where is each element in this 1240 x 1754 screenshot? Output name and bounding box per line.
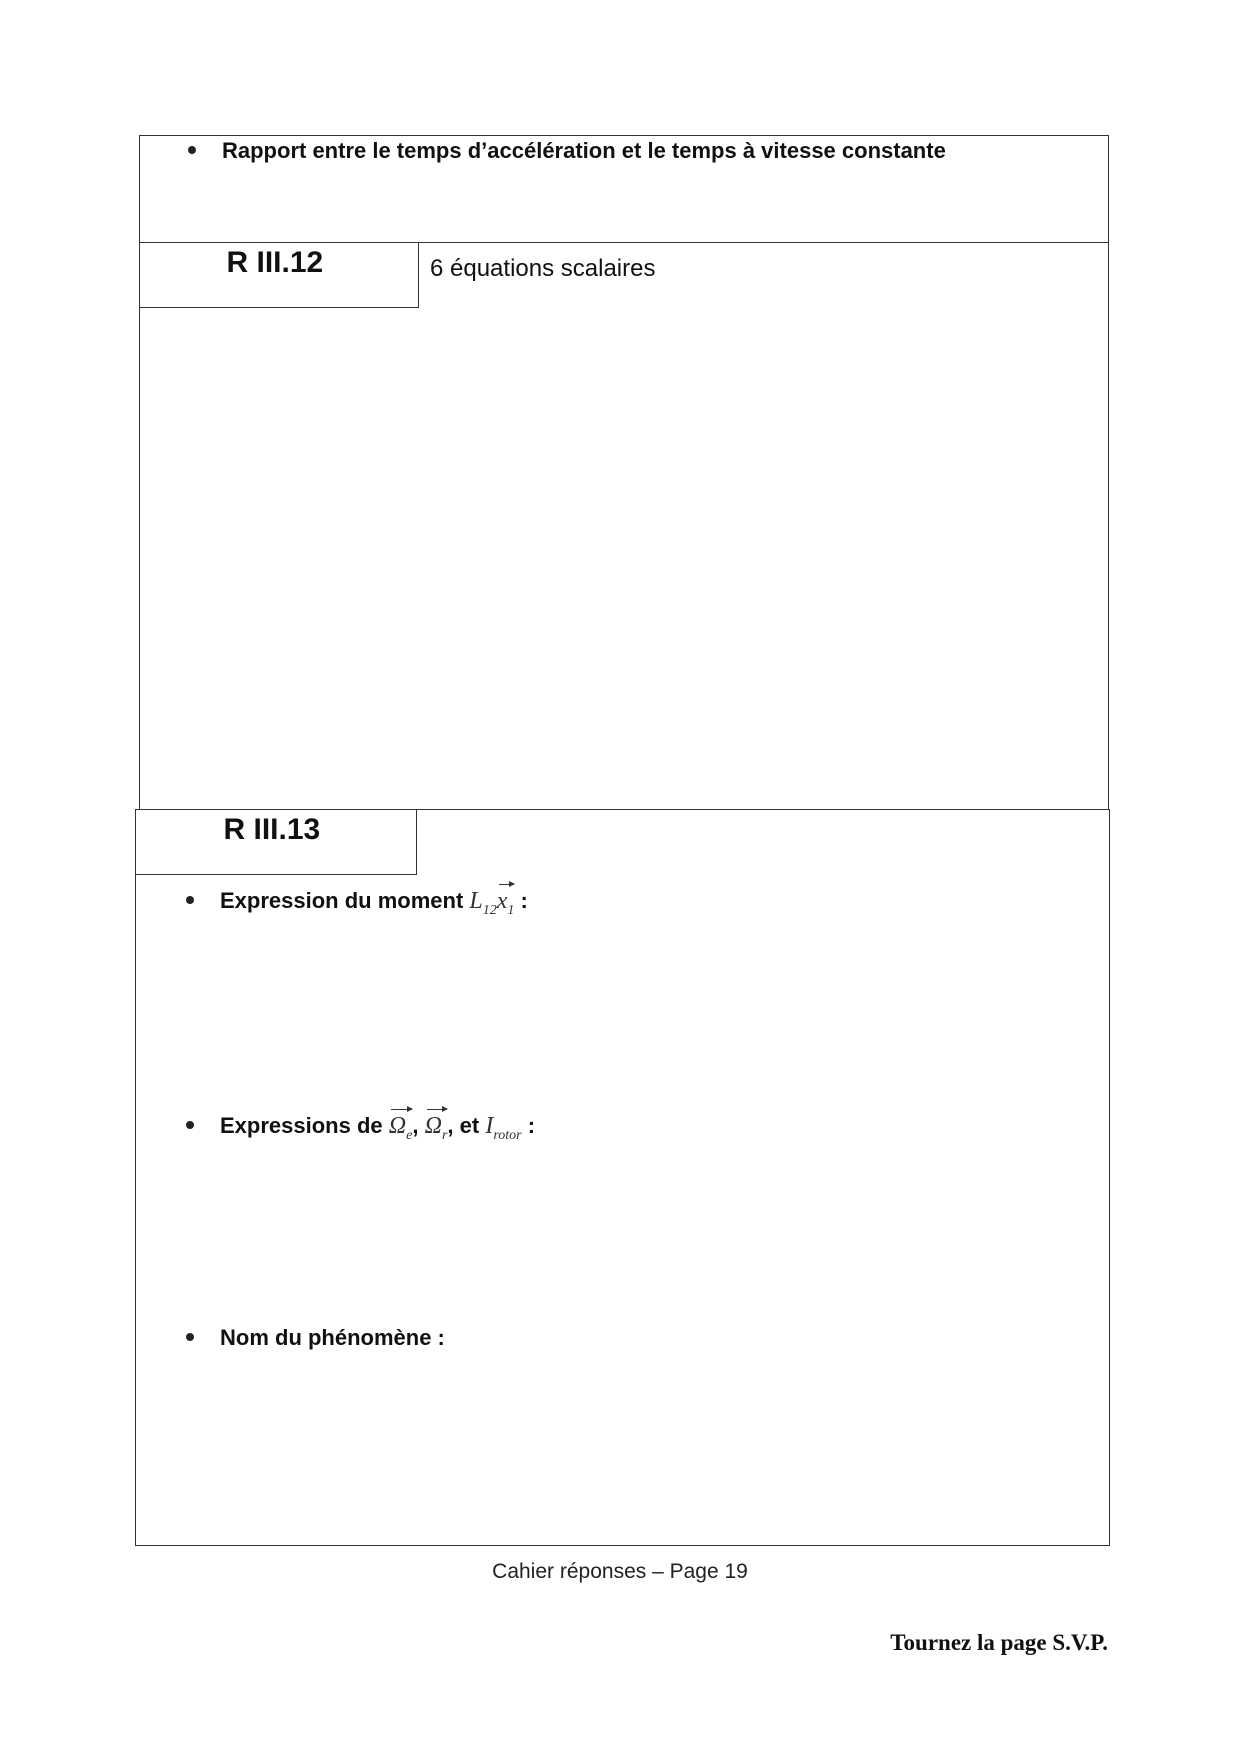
i-rotor-formula: $I_{rotor}$ bbox=[485, 1113, 522, 1143]
label-box-r3-13 bbox=[135, 809, 417, 875]
bullet-expressions-text: Expressions de bbox=[220, 1113, 383, 1138]
bullet-expressions: Expressions de $\Omega_e$, $\Omega_r$, et $I_{rotor}$ : bbox=[186, 1107, 535, 1144]
bullet-moment-text: Expression du moment bbox=[220, 888, 464, 913]
bullet-dot bbox=[186, 896, 194, 904]
turn-page-note: Tournez la page S.V.P. bbox=[890, 1630, 1108, 1655]
bullet-dot bbox=[186, 1121, 194, 1129]
colon: : bbox=[520, 888, 528, 913]
r3-12-text: 6 équations scalaires bbox=[430, 255, 656, 282]
bullet-rapport bbox=[188, 138, 946, 164]
section-r3-13 bbox=[135, 809, 1110, 1546]
bullet-dot bbox=[186, 1333, 194, 1341]
bullet-dot bbox=[188, 146, 196, 154]
label-box-r3-12 bbox=[139, 242, 419, 308]
omega-e-formula: $\Omega_e$ bbox=[389, 1107, 413, 1144]
section-r3-12 bbox=[139, 242, 1109, 810]
colon: : bbox=[527, 1113, 536, 1138]
page-footer: Cahier réponses – Page 19 bbox=[492, 1560, 748, 1583]
bullet-moment bbox=[186, 882, 528, 919]
bullet-rapport-text: Rapport entre le temps d’accélération et le temps à vitesse constante bbox=[222, 138, 946, 163]
bullet-phenomene bbox=[186, 1325, 445, 1351]
moment-formula: $L_{12}x_1$ bbox=[469, 888, 514, 914]
label-r3-12: R III.12 bbox=[226, 245, 324, 279]
section-top bbox=[139, 135, 1109, 243]
omega-r-formula: $\Omega_r$ bbox=[425, 1107, 448, 1144]
label-r3-13: R III.13 bbox=[223, 812, 321, 846]
bullet-phenomene-text: Nom du phénomène : bbox=[220, 1325, 445, 1350]
